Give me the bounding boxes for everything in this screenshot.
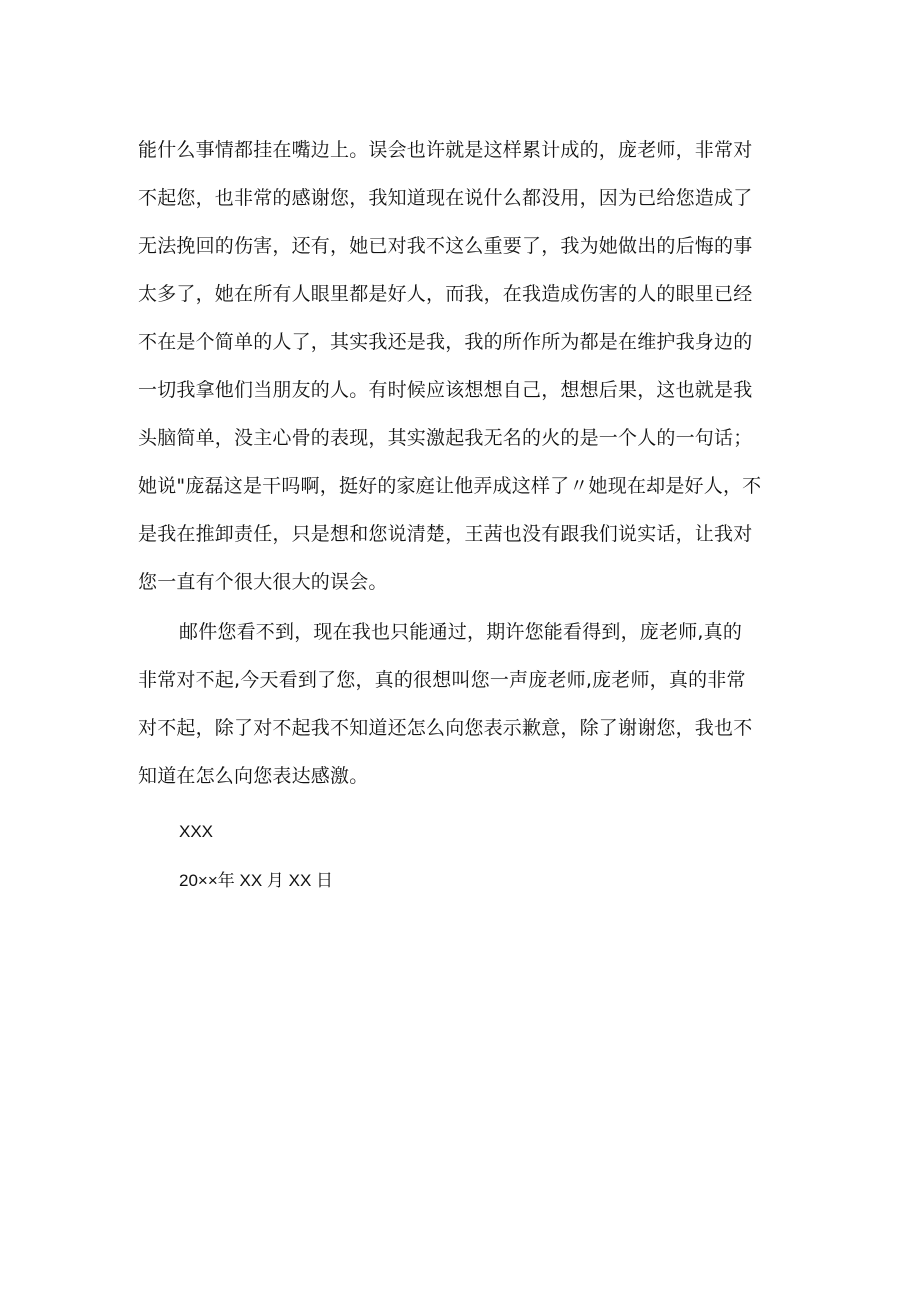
paragraph1-line-8: 她说"庞磊这是干吗啊，挺好的家庭让他弄成这样了〃她现在却是好人，不	[138, 475, 762, 497]
paragraph1-line-2: 不起您，也非常的感谢您，我知道现在说什么都没用，因为已给您造成了	[138, 187, 753, 209]
paragraph2-line-3: 对不起，除了对不起我不知道还怎么向您表示歉意，除了谢谢您，我也不	[138, 717, 753, 739]
paragraph1-line-10: 您一直有个很大很大的误会。	[138, 571, 388, 593]
paragraph1-line-5: 不在是个简单的人了，其实我还是我，我的所作所为都是在维护我身边的	[138, 331, 753, 353]
paragraph1-line-9: 是我在推卸责任，只是想和您说清楚，王茜也没有跟我们说实话，让我对	[138, 523, 753, 545]
signature-name: XXX	[179, 822, 214, 841]
paragraph1-line-6: 一切我拿他们当朋友的人。有时候应该想想自己，想想后果，这也就是我	[138, 379, 753, 401]
paragraph1-line-4: 太多了，她在所有人眼里都是好人，而我，在我造成伤害的人的眼里已经	[138, 283, 753, 305]
paragraph1-line-7: 头脑简单，没主心骨的表现，其实激起我无名的火的是一个人的一句话；	[138, 427, 753, 449]
paragraph1-line-3: 无法挽回的伤害，还有，她已对我不这么重要了，我为她做出的后悔的事	[138, 235, 753, 257]
paragraph2-line-4: 知道在怎么向您表达感激。	[138, 765, 369, 787]
paragraph2-line-1: 邮件您看不到，现在我也只能通过，期许您能看得到，庞老师,真的	[179, 621, 743, 643]
paragraph2-line-2: 非常对不起,今天看到了您，真的很想叫您一声庞老师,庞老师，真的非常	[138, 669, 746, 691]
paragraph1-line-1: 能什么事情都挂在嘴边上。误会也许就是这样累计成的，庞老师，非常对	[138, 139, 753, 161]
signature-date: 20××年 XX 月 XX 日	[179, 871, 334, 890]
